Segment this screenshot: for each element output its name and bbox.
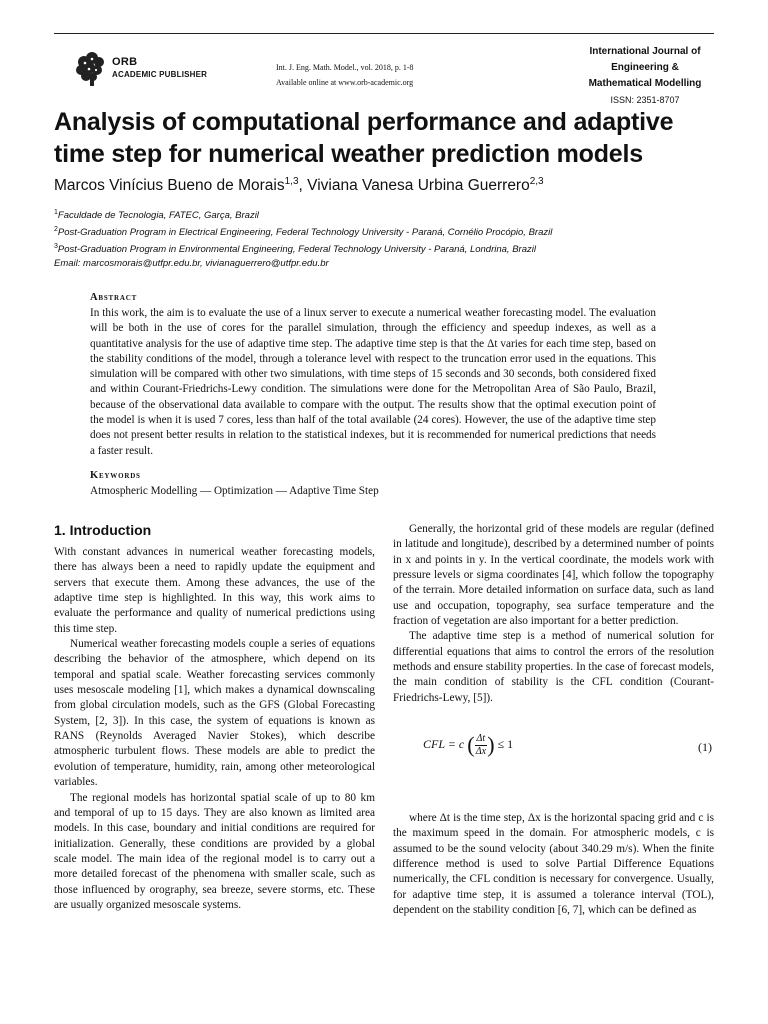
left-column [54,545,375,913]
right-column-continued [393,811,714,918]
affiliation-1-mark: 1 [54,209,58,216]
keywords-text: Atmospheric Modelling — Optimization — Adaptive Time Step [90,485,379,497]
equation-rhs: ≤ 1 [497,736,514,751]
paragraph: With constant advances in numerical weather forecasting models, there has always been a need to rapidly update the equipment and servers that execute them. Among these advances, the use of the adaptive time step is highlighted. In this way, this work aims to evaluate the performance and quality of numerical predictions using this time step. [54,546,375,635]
author-2-affil: 2,3 [529,176,544,187]
author-1-affil: 1,3 [284,176,299,187]
fraction-numerator: Δt [476,732,486,744]
affiliation-3-text: Post-Graduation Program in Environmental Engineering, Federal Technology University - Paraná, Londrina, Brazil [57,244,536,256]
paren-open: ( [467,732,475,757]
equation-cfl [393,732,714,762]
equation-body [423,732,513,758]
publisher-subtitle: ACADEMIC PUBLISHER [112,70,208,79]
paper-title [54,106,724,170]
brain-logo-icon [72,48,116,88]
affiliation-3-mark: 3 [54,243,58,251]
title-line-1: Analysis of computational performance and adaptive [54,108,674,136]
affiliation-1 [54,206,724,223]
paragraph: where Δt is the time step, Δx is the horizontal spacing grid and c is the maximum speed in the domain. For atmospheric models, c is assumed to be the sound velocity (about 340.29 m/s). When the finite difference method is used to solve Partial Difference Equations numerically, the CFL condition is necessary for convergence. Usually, for adaptive time step, it is assumed a tolerance interval (TOL), dependent on the stability condition [6, 7], which can be defined as [393,812,714,917]
header-rule [54,33,714,34]
author-2: Viviana Vanesa Urbina Guerrero [307,177,530,195]
publisher-name: ORB [112,56,138,68]
journal-name-line3: Mathematical Modelling [588,78,702,89]
author-1: Marcos Vinícius Bueno de Morais [54,177,285,195]
paragraph: Numerical weather forecasting models couple a series of equations describing the behavior of the atmosphere, which depend on its temporal and spatial scale. Weather forecasting services commonly uses mesoscale modeling [1], which makes a dynamical downscaling from global circulation models, such as the GFS (Global Forecasting System, [2, 3]). In this case, the system of equations is known as RANS (Reynolds Averaged Navier Stokes), which describe atmospheric turbulent flows. These models are able to predict the evolution of temperature, humidity, rain, among other meteorological variables. [54,638,375,789]
journal-name-line1: International Journal of [589,46,701,57]
publisher-logo [72,48,212,88]
paragraph: The adaptive time step is a method of numerical solution for differential equations that aims to control the errors of the resolution methods and ensure stability properties. In the case of forecast models, the main condition of stability is the CFL condition (Courant-Friedrichs-Lewy, [5]). [393,630,714,704]
title-line-2: time step for numerical weather prediction models [54,140,643,168]
right-column [393,522,714,706]
affiliation-1-text: Faculdade de Tecnologia, FATEC, Garça, Brazil [57,210,259,222]
equation-lhs: CFL = c [423,736,465,751]
abstract-text: In this work, the aim is to evaluate the use of a linux server to execute a numerical weather forecasting model. The evaluation will be both in the use of cores for the parallel simulation, through the efficiency and speedup indexes, as well as a quantitative analysis for the use of adaptive time step. The adaptive time step is that the Δt varies for each time step, based on the stability conditions of the model, through a tolerance level with respect to the truncation error used in the equations. This simulation will be compared with other two simulations, with time steps of 15 seconds and 30 seconds, both considered fixed and within Courant-Friedrichs-Lewy condition. The simulations were done for the Metropolitan Area of São Paulo, Brazil, because of the observational data available to compare with the output. The results show that the optimal execution point of the model is when it is used 7 cores, less than half of the total available (24 cores). However, the use of the adaptive time step does not present better results in relation to the statistical indexes, but it is recommended for numerical predictions that needs a faster result. [90,307,656,457]
journal-block [560,44,730,108]
author-list [54,176,724,195]
fraction-denominator: Δx [475,745,487,757]
citation-block [276,60,414,90]
affiliation-2 [54,223,724,240]
abstract-heading: Abstract [90,292,138,303]
affiliation-2-mark: 2 [54,226,58,234]
equation-number: (1) [698,740,712,754]
section-heading-introduction: 1. Introduction [54,522,152,538]
author-separator: , [298,177,308,195]
citation-availability: Available online at www.orb-academic.org [276,78,414,87]
paragraph: The regional models has horizontal spatial scale of up to 80 km and temporal of up to 15 days. They are also known as limited area models. In this case, boundary and initial conditions are required for initialization. Generally, these conditions are provided by a global scale model. The main idea of the regional model is to carry out a more detailed forecast of the phenomena with smaller scale, such as those influenced by orography, sea breeze, severe storms, etc. These are usually organized mesoscale systems. [54,791,375,911]
paren-close: ) [487,732,495,757]
journal-name-line2: Engineering & [611,62,679,73]
paragraph: Generally, the horizontal grid of these models are regular (defined in latitude and longitude), described by a determined number of points in x and points in y. In the vertical coordinate, the models work with pressure levels or sigma coordinates [4], which follow the topography of the terrain. More detailed information on surface data, such as land use and occupation, topography, sea surface temperature and the fraction of vegetation are also important for a better prediction. [393,523,714,628]
equation-fraction [475,733,488,758]
journal-issn: ISSN: 2351-8707 [610,95,680,105]
citation-volume: Int. J. Eng. Math. Model., vol. 2018, p. 1-8 [276,63,414,72]
contact-email: Email: marcosmorais@utfpr.edu.br, vivianaguerrero@utfpr.edu.br [54,258,329,270]
affiliations [54,206,724,271]
keywords-heading: Keywords [90,470,141,481]
affiliation-2-text: Post-Graduation Program in Electrical Engineering, Federal Technology University - Paraná, Cornélio Procópio, Brazil [57,227,553,239]
affiliation-3 [54,240,724,257]
